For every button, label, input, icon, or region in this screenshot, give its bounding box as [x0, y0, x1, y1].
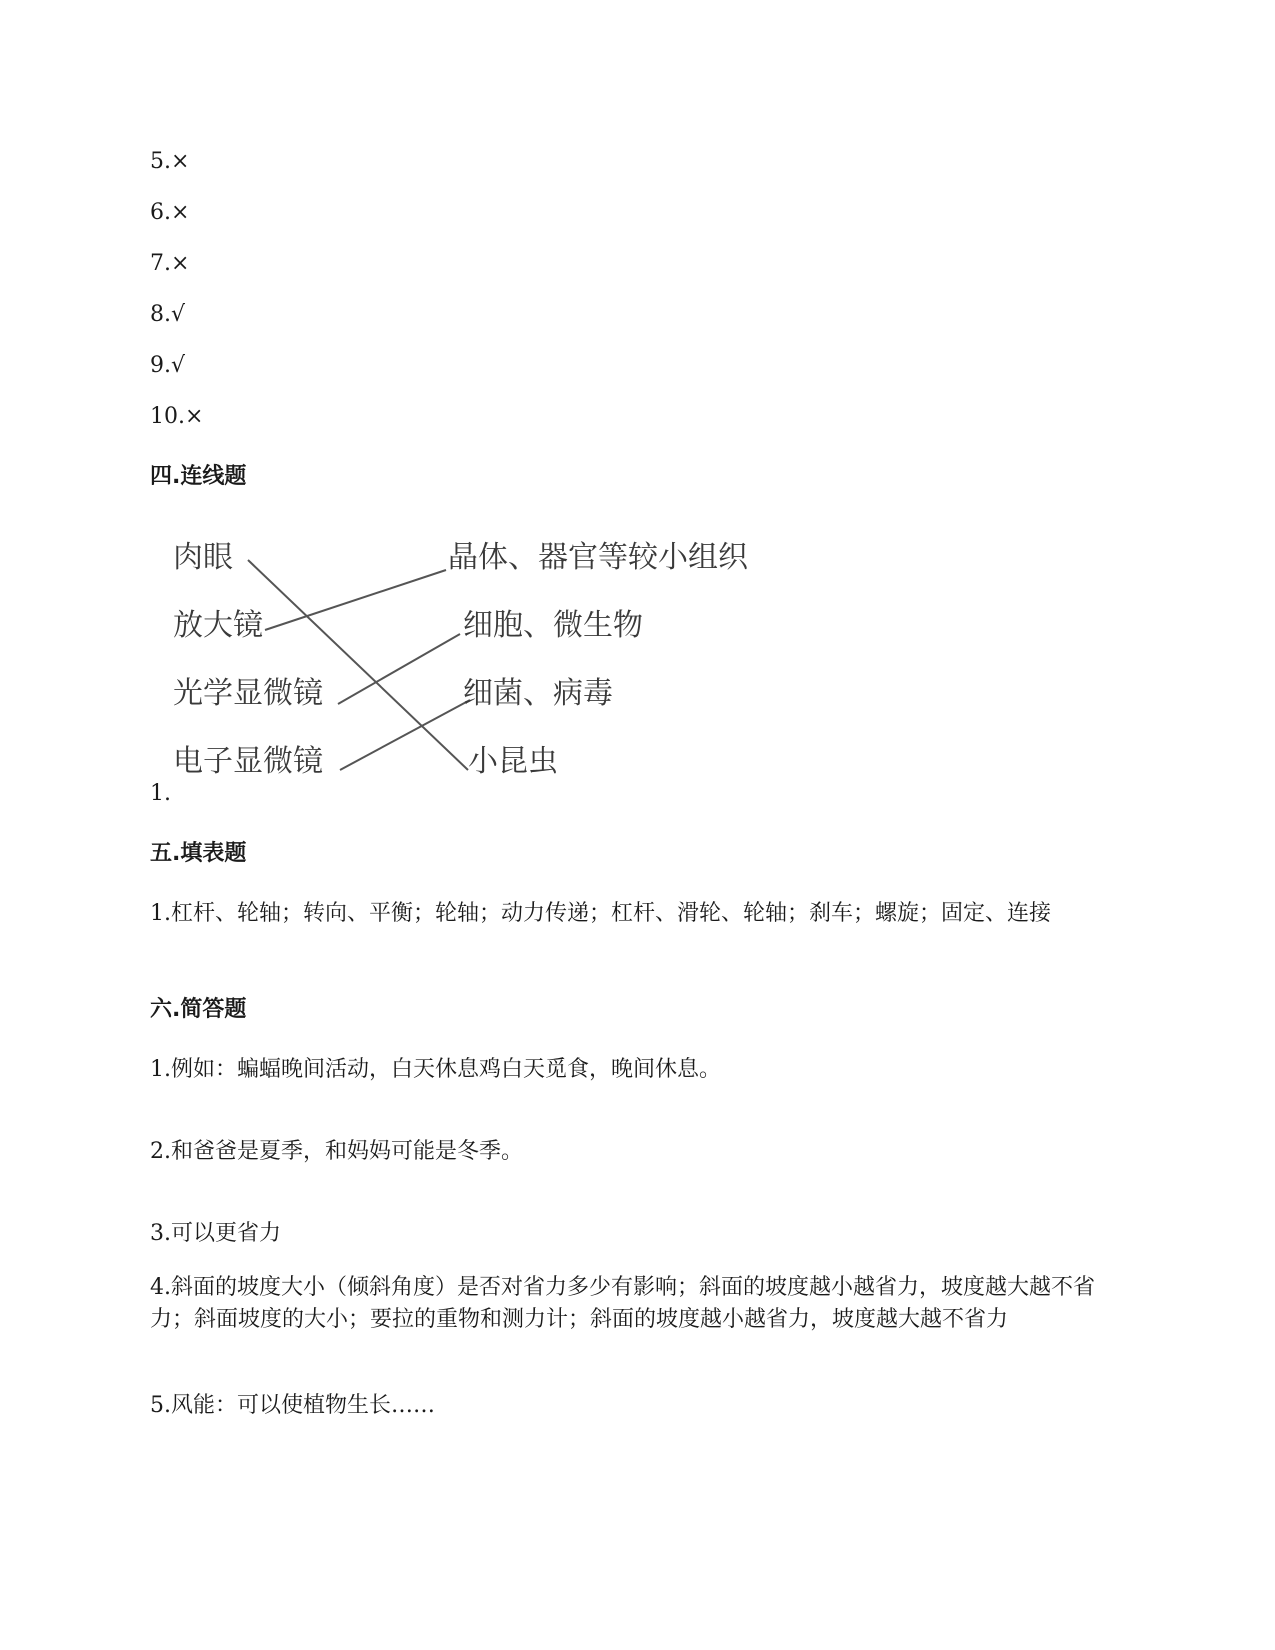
short-answer-4: 4.斜面的坡度大小（倾斜角度）是否对省力多少有影响；斜面的坡度越小越省力，坡度越大越不省力；斜面坡度的大小；要拉的重物和测力计；斜面的坡度越小越省力，坡度越大越不省力	[150, 1275, 1095, 1332]
judgement-answer-7: 7.×	[150, 251, 190, 276]
matching-right-item: 晶体、器官等较小组织	[448, 540, 748, 575]
short-answer-2: 2.和爸爸是夏季，和妈妈可能是冬季。	[150, 1139, 523, 1164]
judgement-answer-8: 8.√	[150, 302, 186, 327]
matching-diagram	[170, 540, 810, 828]
judgement-answer-9: 9.√	[150, 353, 186, 378]
connection-line-2-1	[338, 634, 460, 704]
section-heading-matching: 四.连线题	[150, 464, 247, 489]
judgement-answer-5: 5.×	[150, 149, 190, 174]
matching-right-item: 小昆虫	[468, 744, 558, 779]
section-heading-fill-table: 五.填表题	[150, 841, 247, 866]
matching-right-item: 细胞、微生物	[463, 608, 643, 643]
short-answer-5: 5.风能：可以使植物生长……	[150, 1393, 435, 1418]
fill-table-answer: 1.杠杆、轮轴；转向、平衡；轮轴；动力传递；杠杆、滑轮、轮轴；刹车；螺旋；固定、连接	[150, 901, 1051, 926]
section-heading-short-answer: 六.简答题	[150, 997, 247, 1022]
matching-left-item: 放大镜	[173, 608, 263, 643]
matching-right-item: 细菌、病毒	[463, 676, 613, 711]
matching-left-item: 电子显微镜	[173, 744, 323, 779]
judgement-answer-10: 10.×	[150, 404, 204, 429]
matching-left-item: 肉眼	[173, 540, 233, 575]
short-answer-3: 3.可以更省力	[150, 1221, 281, 1246]
matching-left-item: 光学显微镜	[173, 676, 323, 711]
connection-line-0-3	[248, 560, 468, 770]
matching-question-number: 1.	[150, 781, 171, 806]
short-answer-1: 1.例如：蝙蝠晚间活动，白天休息鸡白天觅食，晚间休息。	[150, 1057, 721, 1082]
connection-line-1-0	[265, 570, 446, 630]
judgement-answer-6: 6.×	[150, 200, 190, 225]
